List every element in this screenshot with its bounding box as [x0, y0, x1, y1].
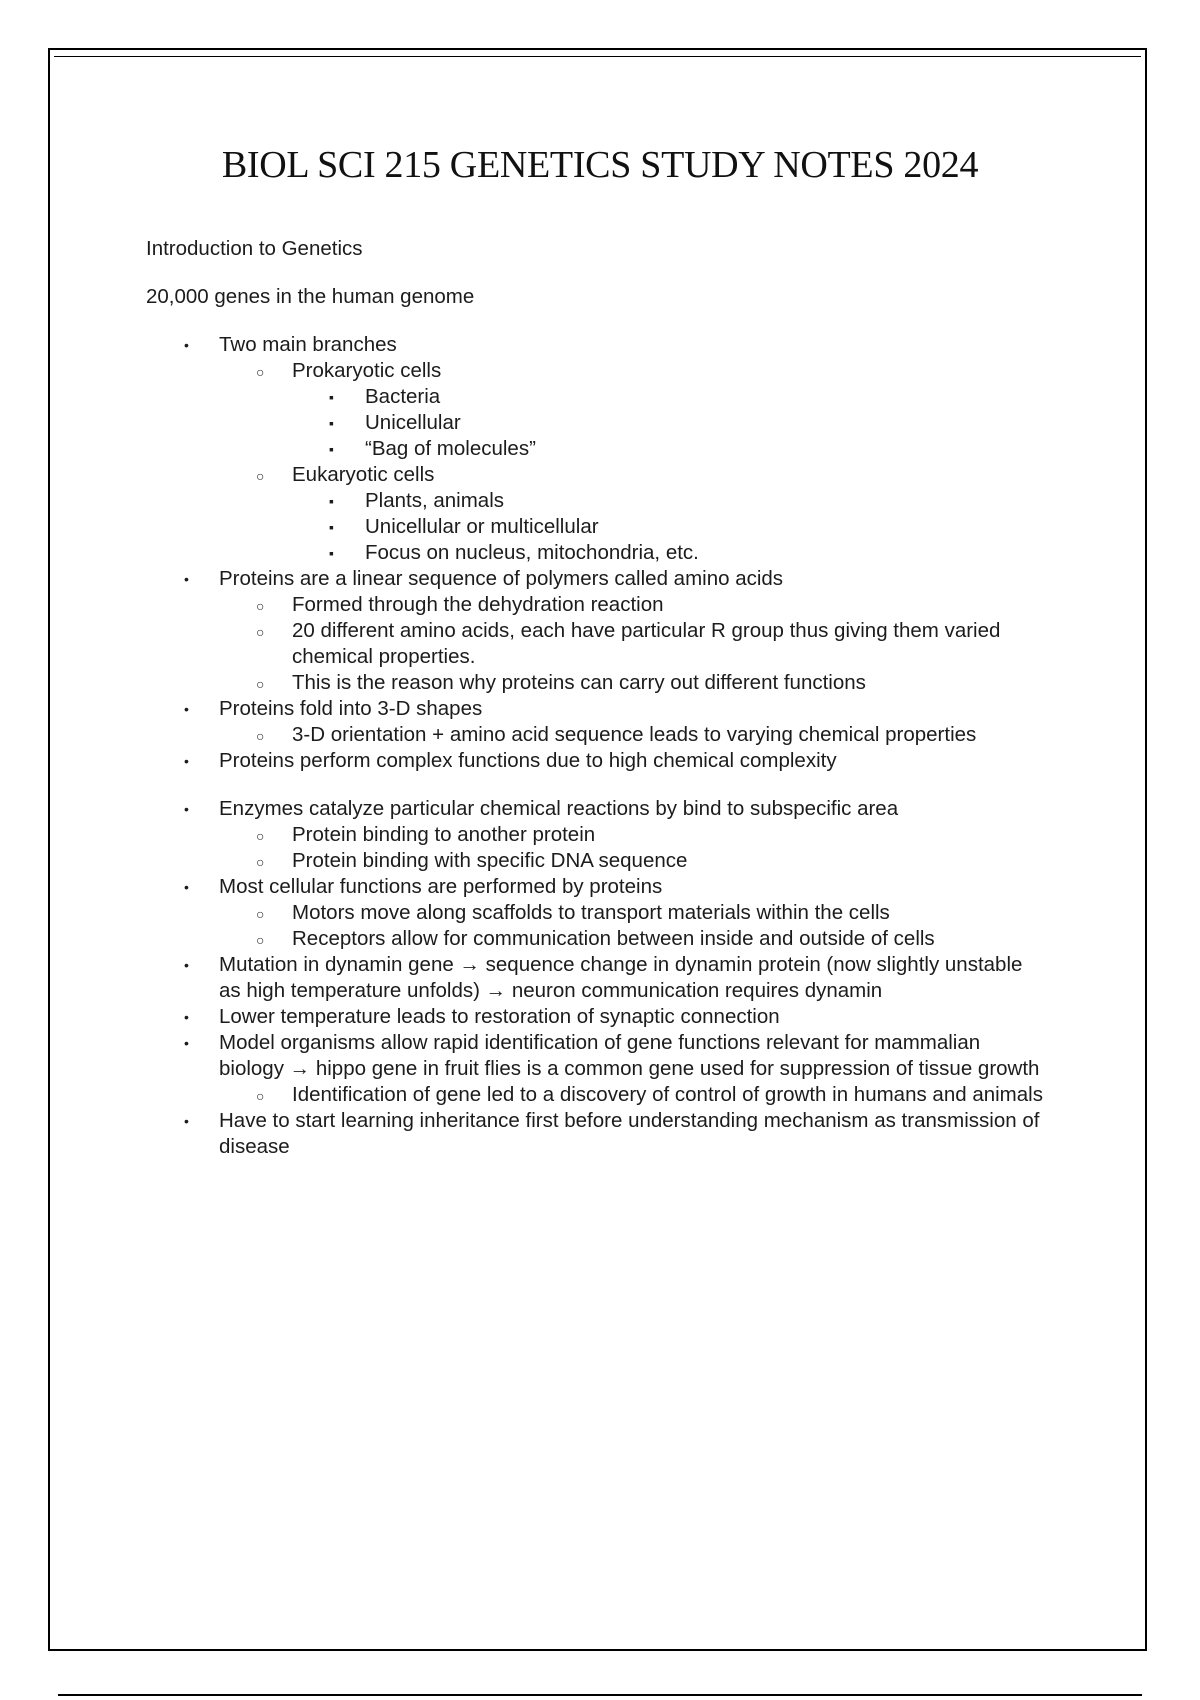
list-item	[146, 670, 1046, 696]
bullet-circle-icon: ○	[256, 828, 265, 844]
list-item-text: “Bag of molecules”	[365, 437, 536, 460]
document-body	[146, 236, 1046, 1160]
bullet-square-icon: ▪	[329, 519, 334, 535]
list-item	[146, 436, 1046, 462]
bullet-dot-icon: •	[184, 753, 189, 769]
list-item	[146, 618, 1046, 670]
list-item	[146, 748, 1046, 774]
bullet-circle-icon: ○	[256, 906, 265, 922]
section-heading: Introduction to Genetics	[146, 237, 363, 260]
list-item-text: 3-D orientation + amino acid sequence leads to varying chemical properties	[292, 723, 977, 746]
bullet-dot-icon: •	[184, 1009, 189, 1025]
list-item	[146, 926, 1046, 952]
list-item-text: Plants, animals	[365, 489, 505, 512]
bullet-circle-icon: ○	[256, 676, 265, 692]
bullet-circle-icon: ○	[256, 364, 265, 380]
list-item-text: Protein binding to another protein	[292, 823, 596, 846]
bullet-square-icon: ▪	[329, 415, 334, 431]
list-item-text: Unicellular or multicellular	[365, 515, 599, 538]
list-item	[146, 1030, 1046, 1082]
list-item-text: Proteins perform complex functions due to high chemical complexity	[219, 749, 837, 772]
bullet-dot-icon: •	[184, 571, 189, 587]
bullet-dot-icon: •	[184, 337, 189, 353]
list-item-text: Mutation in dynamin gene → sequence change in dynamin protein (now slightly unstable as high temperature unfolds) → neuron communication requires dynamin	[219, 953, 1023, 1002]
bullet-circle-icon: ○	[256, 854, 265, 870]
list-item-text: Proteins fold into 3-D shapes	[219, 697, 483, 720]
list-item	[146, 410, 1046, 436]
list-item	[146, 952, 1046, 1004]
bullet-circle-icon: ○	[256, 932, 265, 948]
list-item-text: Proteins are a linear sequence of polymers called amino acids	[219, 567, 784, 590]
list-item	[146, 514, 1046, 540]
list-item	[146, 722, 1046, 748]
list-item-text: Identification of gene led to a discovery of control of growth in humans and animals	[292, 1083, 1043, 1106]
list-item	[146, 874, 1046, 900]
list-item-text: Receptors allow for communication between inside and outside of cells	[292, 927, 935, 950]
list-item-text: Motors move along scaffolds to transport materials within the cells	[292, 901, 890, 924]
bullet-dot-icon: •	[184, 801, 189, 817]
list-item	[146, 488, 1046, 514]
list-item	[146, 1082, 1046, 1108]
list-item	[146, 796, 1046, 822]
bullet-circle-icon: ○	[256, 624, 265, 640]
list-item	[146, 822, 1046, 848]
document-title: BIOL SCI 215 GENETICS STUDY NOTES 2024	[221, 144, 979, 186]
list-item-text: Focus on nucleus, mitochondria, etc.	[365, 541, 699, 564]
list-item	[146, 1004, 1046, 1030]
list-item-text: Unicellular	[365, 411, 461, 434]
list-item-text: Eukaryotic cells	[292, 463, 435, 486]
list-item-text: This is the reason why proteins can carry out different functions	[292, 671, 866, 694]
notes-list	[146, 332, 1046, 1160]
list-item-text: Prokaryotic cells	[292, 359, 442, 382]
bullet-circle-icon: ○	[256, 728, 265, 744]
bullet-dot-icon: •	[184, 1035, 189, 1051]
list-item-text: Formed through the dehydration reaction	[292, 593, 664, 616]
list-item	[146, 1108, 1046, 1160]
list-item-text: Enzymes catalyze particular chemical reactions by bind to subspecific area	[219, 797, 899, 820]
list-item-text: 20 different amino acids, each have particular R group thus giving them varied chemical properties.	[292, 619, 1001, 668]
bullet-square-icon: ▪	[329, 441, 334, 457]
list-item-text: Protein binding with specific DNA sequence	[292, 849, 688, 872]
list-item	[146, 696, 1046, 722]
bullet-circle-icon: ○	[256, 468, 265, 484]
bullet-square-icon: ▪	[329, 545, 334, 561]
list-item	[146, 462, 1046, 488]
list-item-text: Bacteria	[365, 385, 441, 408]
bullet-dot-icon: •	[184, 701, 189, 717]
list-item	[146, 332, 1046, 358]
list-item	[146, 358, 1046, 384]
list-item	[146, 540, 1046, 566]
bullet-circle-icon: ○	[256, 1088, 265, 1104]
bottom-rule	[58, 1694, 1142, 1696]
list-item	[146, 566, 1046, 592]
list-item-text: Have to start learning inheritance first before understanding mechanism as transmission of disease	[219, 1109, 1040, 1158]
list-item	[146, 592, 1046, 618]
list-item	[146, 900, 1046, 926]
list-item	[146, 848, 1046, 874]
bullet-square-icon: ▪	[329, 493, 334, 509]
intro-line: 20,000 genes in the human genome	[146, 285, 475, 308]
list-item-text: Lower temperature leads to restoration of synaptic connection	[219, 1005, 780, 1028]
bullet-dot-icon: •	[184, 1113, 189, 1129]
bullet-dot-icon: •	[184, 957, 189, 973]
bullet-circle-icon: ○	[256, 598, 265, 614]
list-item-text: Most cellular functions are performed by proteins	[219, 875, 663, 898]
list-item	[146, 384, 1046, 410]
list-item-text: Two main branches	[219, 333, 397, 356]
list-item-text: Model organisms allow rapid identification of gene functions relevant for mammalian biology → hippo gene in fruit flies is a common gene used for suppression of tissue growth	[219, 1031, 1040, 1080]
bullet-dot-icon: •	[184, 879, 189, 895]
bullet-square-icon: ▪	[329, 389, 334, 405]
